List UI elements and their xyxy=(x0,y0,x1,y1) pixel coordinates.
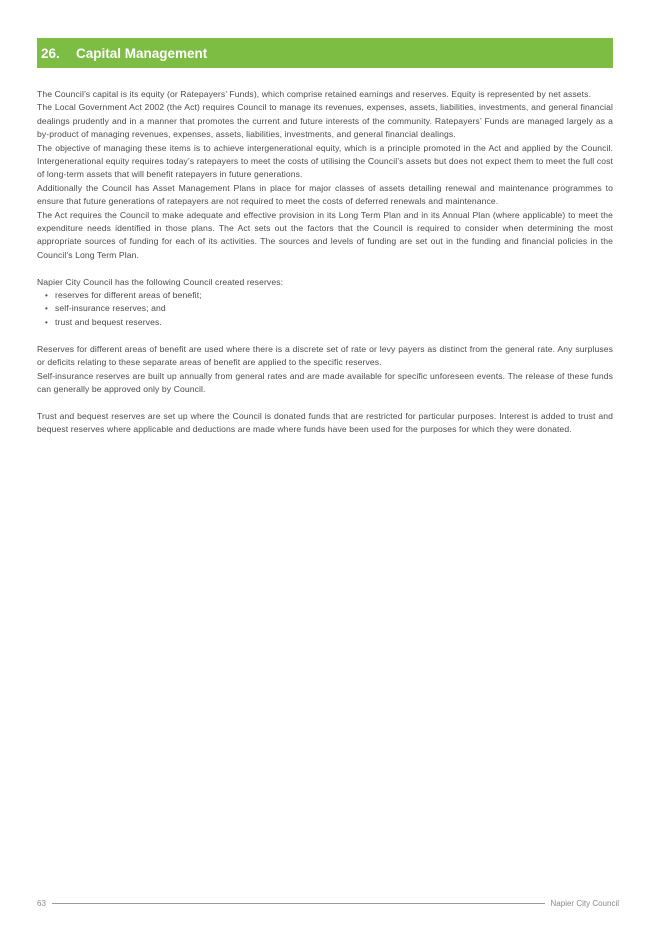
list-item: • reserves for different areas of benefit; xyxy=(45,289,613,302)
paragraph-act-requirements: The Act requires the Council to make adequate and effective provision in its Long Term Plan and in its Annual Plan (where applicable) to meet the expenditure needs identified in those plans. The Act sets out the factors that the Council is required to consider when determining the most appropriate sources of funding for each of its activities. The sources and levels of funding are set out in the funding and financial policies in the Council’s Long Term Plan. xyxy=(37,209,613,260)
footer-divider xyxy=(52,903,545,904)
reserves-list xyxy=(37,289,613,329)
section-number: 26. xyxy=(41,45,60,61)
section-body xyxy=(37,88,613,437)
paragraph-capital: The Council’s capital is its equity (or Ratepayers’ Funds), which comprise retained earnings and reserves. Equity is represented by net assets. xyxy=(37,89,592,99)
paragraph-local-government-act: The Local Government Act 2002 (the Act) requires Council to manage its revenues, expenses, assets, liabilities, investments, and general financial dealings prudently and in a manner that promotes the current and future interests of the community. Ratepayers’ Funds are managed largely as a by-product of managing revenues, expenses, assets, liabilities, investments, and general financial dealings. xyxy=(37,102,613,140)
footer-organisation: Napier City Council xyxy=(550,898,619,908)
page-number: 63 xyxy=(37,898,46,908)
reserves-intro: Napier City Council has the following Council created reserves: xyxy=(37,276,284,287)
spacer xyxy=(37,262,613,275)
paragraph-asset-management: Additionally the Council has Asset Management Plans in place for major classes of assets detailing renewal and maintenance programmes to ensure that future generations of ratepayers are not required to meet the costs of deferred renewals and maintenance. xyxy=(37,182,613,207)
paragraph-self-insurance: Self-insurance reserves are built up annually from general rates and are made available for specific unforeseen events. The release of these funds can generally be approved only by Council. xyxy=(37,370,613,394)
section-title: Capital Management xyxy=(76,45,208,61)
list-item: • trust and bequest reserves. xyxy=(45,316,613,329)
spacer xyxy=(37,329,613,342)
paragraph-areas-of-benefit: Reserves for different areas of benefit are used where there is a discrete set of rate or levy payers as distinct from the general rate. Any surpluses or deficits relating to these separate areas of benefit are applied to the specific reserves. xyxy=(37,343,613,368)
paragraph-trust-bequest: Trust and bequest reserves are set up where the Council is donated funds that are restricted for particular purposes. Interest is added to trust and bequest reserves where applicable and deductions are made where funds have been used for the purposes for which they were donated. xyxy=(37,410,613,435)
page-footer xyxy=(37,896,619,910)
paragraph-objective: The objective of managing these items is to achieve intergenerational equity, which is a principle promoted in the Act and applied by the Council. Intergenerational equity requires today’s ratepayers to meet the costs of utilising the Council’s assets but does not expect them to meet the full cost of long-term assets that will benefit ratepayers in future generations. xyxy=(37,142,613,180)
list-item: • self-insurance reserves; and xyxy=(45,302,613,315)
section-header xyxy=(37,38,613,68)
spacer xyxy=(37,396,613,409)
